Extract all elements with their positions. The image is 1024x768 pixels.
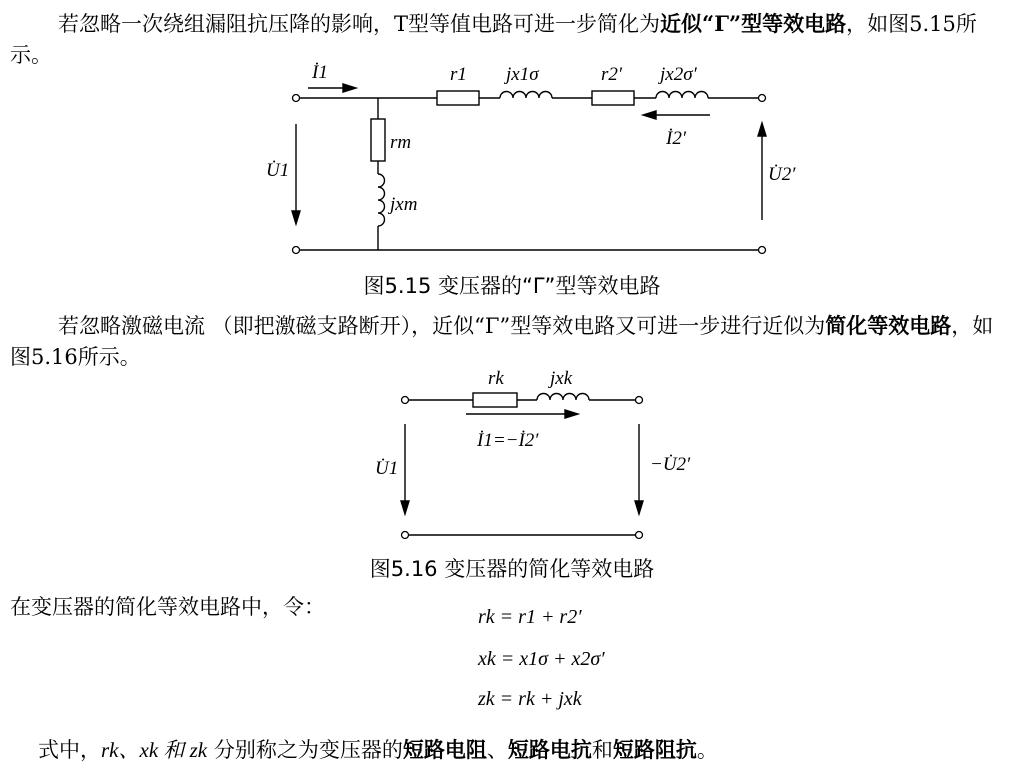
para1-text-a: 若忽略一次绕组漏阻抗压降的影响，T型等值电路可进一步简化为 (58, 12, 661, 36)
formula-rk: rk = r1 + r2′ (478, 606, 582, 628)
label-rm: rm (390, 132, 412, 153)
label-jxk: jxk (550, 368, 573, 389)
label-r2p: r2′ (601, 64, 623, 85)
para2-bold: 简化等效电路 (825, 313, 952, 338)
term-short-circuit-resistance: 短路电阻 (402, 737, 487, 762)
formula-zk: zk = rk + jxk (478, 688, 582, 710)
para1-text-b: ，如图5.15所示。 (10, 12, 977, 67)
label-jx1s: jx1σ (506, 64, 539, 85)
label-current: İ1=−İ2′ (477, 430, 539, 451)
para4-text-a: 式中， (38, 738, 101, 762)
label-u1: U̇1 (266, 160, 290, 181)
arrow-down-icon (401, 501, 409, 514)
figure-5-15-caption: 图5.15 变压器的“Γ”型等效电路 (363, 274, 661, 298)
label-rk: rk (488, 368, 504, 389)
label-jxm: jxm (390, 194, 418, 215)
para2-text-b: ，如图5.16所示。 (10, 314, 994, 369)
terminal-icon (636, 532, 643, 539)
term-short-circuit-reactance: 短路电抗 (507, 737, 592, 762)
label-r1: r1 (450, 64, 467, 85)
label-i2p: İ2′ (666, 128, 686, 149)
arrow-right-icon (565, 410, 578, 418)
terminal-icon (402, 397, 409, 404)
label-minus-u2p: −U̇2′ (650, 454, 691, 475)
formula-xk: xk = x1σ + x2σ′ (478, 648, 605, 670)
arrow-down-icon (635, 501, 643, 514)
para1-bold: 近似“Γ”型等效电路 (660, 11, 847, 36)
label-u1: U̇1 (375, 458, 399, 479)
terminal-icon (636, 397, 643, 404)
label-i1: İ1 (312, 62, 328, 83)
term-short-circuit-impedance: 短路阻抗 (612, 737, 697, 762)
para4-text-b: 分别称之为变压器的 (207, 738, 403, 762)
terminal-icon (402, 532, 409, 539)
figure-5-16-caption: 图5.16 变压器的简化等效电路 (369, 557, 655, 581)
para3-text: 在变压器的简化等效电路中，令： (10, 595, 325, 619)
paragraph-4: 式中，rk、xk 和 zk 分别称之为变压器的短路电阻、短路电抗和短路阻抗。 (38, 737, 718, 762)
para2-text-a: 若忽略激磁电流 （即把激磁支路断开），近似“Γ”型等效电路又可进一步进行近似为 (58, 314, 826, 338)
label-jx2sp: jx2σ′ (660, 64, 697, 85)
para4-vars: rk、xk 和 zk (101, 738, 208, 762)
label-u2p: U̇2′ (768, 164, 796, 185)
